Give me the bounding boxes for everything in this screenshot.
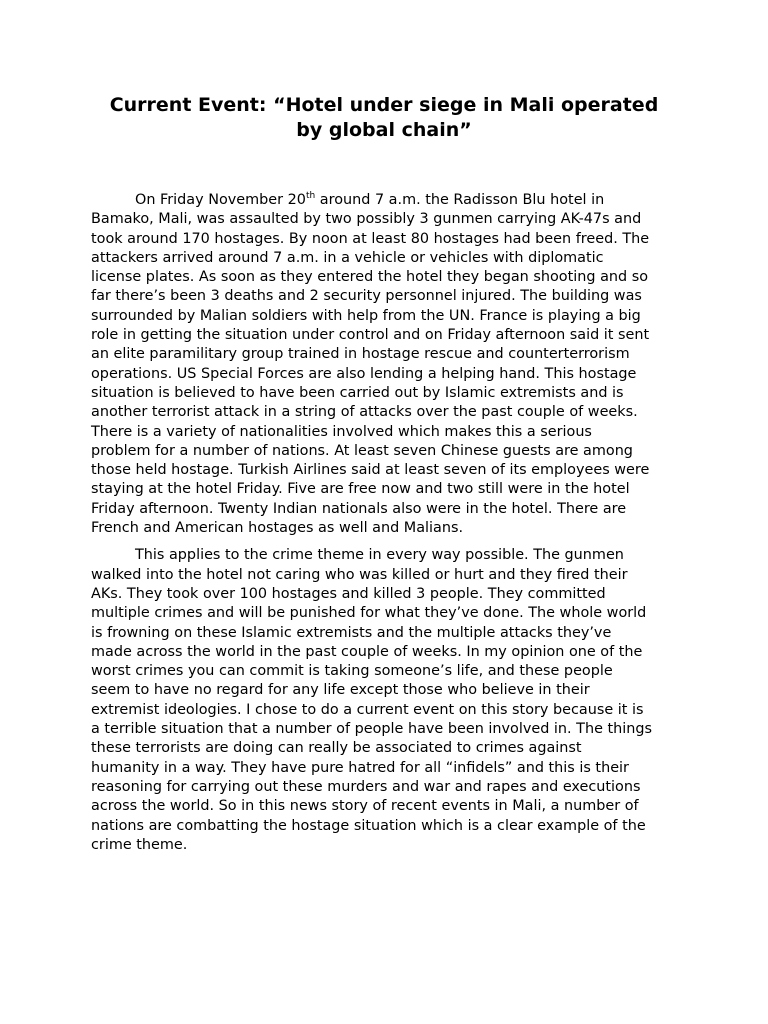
paragraph-first-line (91, 191, 691, 210)
paragraph-line: operations. US Special Forces are also lending a helping hand. This hostage (91, 365, 637, 382)
paragraph-line: these terrorists are doing can really be associated to crimes against (91, 740, 582, 757)
paragraph-line: took around 170 hostages. By noon at least 80 hostages had been freed. The (91, 230, 650, 247)
document-body (91, 191, 691, 855)
paragraph-line: This applies to the crime theme in every way possible. The gunmen (135, 547, 624, 564)
paragraph-news-summary (91, 191, 691, 538)
paragraph-line: multiple crimes and will be punished for what they’ve done. The whole world (91, 605, 647, 622)
title-line: by global chain” (296, 119, 472, 141)
paragraph-line: There is a variety of nationalities involved which makes this a serious (91, 423, 592, 440)
paragraph-line: humanity in a way. They have pure hatred for all “infidels” and this is their (91, 759, 629, 776)
paragraph-line: situation is believed to have been carried out by Islamic extremists and is (91, 384, 624, 401)
paragraph-line: far there’s been 3 deaths and 2 security personnel injured. The building was (91, 288, 642, 305)
first-line-text: On Friday November 20 (135, 192, 306, 208)
paragraph-line: crime theme. (91, 836, 188, 853)
document-title (60, 93, 708, 143)
paragraph-line: an elite paramilitary group trained in hostage rescue and counterterrorism (91, 346, 630, 363)
paragraph-line: extremist ideologies. I chose to do a current event on this story because it is (91, 701, 644, 718)
paragraph-line: license plates. As soon as they entered the hotel they began shooting and so (91, 269, 649, 286)
paragraph-line: across the world. So in this news story of recent events in Mali, a number of (91, 798, 639, 815)
paragraph-line: staying at the hotel Friday. Five are free now and two still were in the hotel (91, 481, 630, 498)
paragraph-line: another terrorist attack in a string of attacks over the past couple of weeks. (91, 404, 638, 421)
paragraph-line: AKs. They took over 100 hostages and killed 3 people. They committed (91, 585, 606, 602)
paragraph-line: a terrible situation that a number of people have been involved in. The things (91, 721, 653, 738)
paragraph-line: reasoning for carrying out these murders and war and rapes and executions (91, 778, 641, 795)
paragraph-line: Friday afternoon. Twenty Indian nationals also were in the hotel. There are (91, 500, 627, 517)
paragraph-line: worst crimes you can commit is taking someone’s life, and these people (91, 663, 613, 680)
paragraph-line: attackers arrived around 7 a.m. in a vehicle or vehicles with diplomatic (91, 249, 604, 266)
paragraph-line: seem to have no regard for any life except those who believe in their (91, 682, 590, 699)
paragraph-line: surrounded by Malian soldiers with help from the UN. France is playing a big (91, 307, 641, 324)
paragraph-line: French and American hostages as well and Malians. (91, 520, 464, 537)
paragraph-line: role in getting the situation under control and on Friday afternoon said it sent (91, 327, 650, 344)
ordinal-superscript: th (305, 191, 316, 201)
paragraph-line: made across the world in the past couple of weeks. In my opinion one of the (91, 643, 643, 660)
paragraph-line: Bamako, Mali, was assaulted by two possibly 3 gunmen carrying AK-47s and (91, 211, 642, 228)
first-line-text-continued: around 7 a.m. the Radisson Blu hotel in (315, 192, 605, 208)
paragraph-line: problem for a number of nations. At least seven Chinese guests are among (91, 442, 633, 459)
paragraph-crime-theme (91, 546, 691, 855)
paragraph-line: nations are combatting the hostage situation which is a clear example of the (91, 817, 646, 834)
title-line: Current Event: “Hotel under siege in Mali operated (109, 94, 659, 116)
paragraph-line: is frowning on these Islamic extremists and the multiple attacks they’ve (91, 624, 612, 641)
paragraph-line: walked into the hotel not caring who was killed or hurt and they fired their (91, 566, 628, 583)
paragraph-line: those held hostage. Turkish Airlines said at least seven of its employees were (91, 462, 650, 479)
